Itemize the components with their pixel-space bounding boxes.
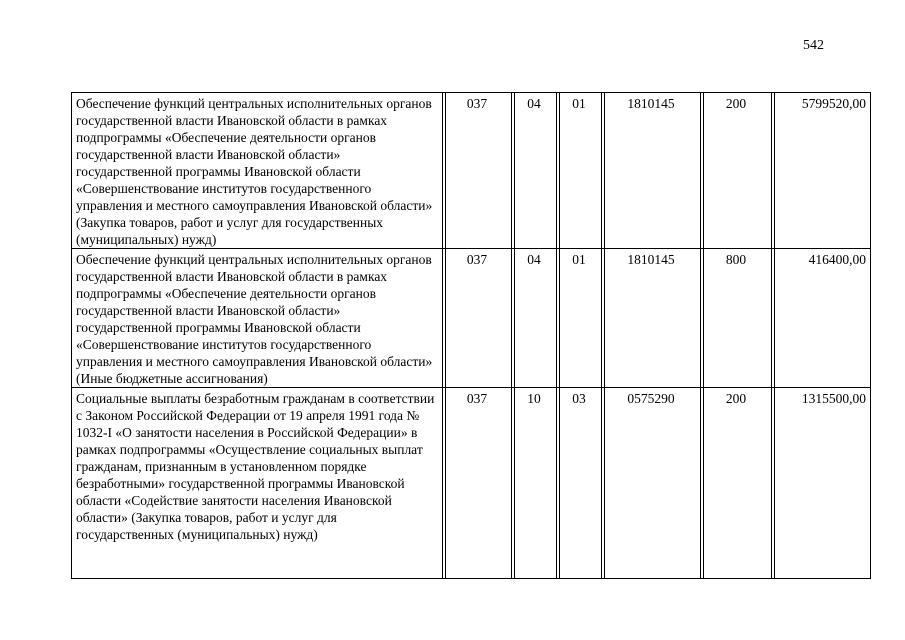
section-code: 10	[512, 388, 557, 579]
amount: 1315500,00	[772, 388, 871, 579]
row-description: Обеспечение функций центральных исполнительных органов государственной власти Ивановской области в рамках подпрограммы «Обеспечение деятельности органов государственной власти Ивановской области» государственной программы Ивановской области «Совершенствование институтов государственного управления и местного самоуправления Ивановской области» (Иные бюджетные ассигнования)	[72, 249, 443, 388]
page-number: 542	[803, 38, 824, 53]
row-description: Социальные выплаты безработным гражданам в соответствии с Законом Российской Федерации от 19 апреля 1991 года № 1032-I «О занятости населения в Российской Федерации» в рамках подпрограммы «Осуществление социальных выплат гражданам, признанным в установленном порядке безработными» государственной программы Ивановской области «Содействие занятости населения Ивановской области» (Закупка товаров, работ и услуг для государственных (муниципальных) нужд)	[72, 388, 443, 579]
table-row	[72, 93, 871, 249]
amount: 416400,00	[772, 249, 871, 388]
subsection-code: 03	[557, 388, 602, 579]
expense-type-code: 200	[701, 93, 772, 249]
budget-table	[71, 92, 871, 579]
ministry-code: 037	[443, 388, 512, 579]
section-code: 04	[512, 93, 557, 249]
table-row	[72, 249, 871, 388]
section-code: 04	[512, 249, 557, 388]
ministry-code: 037	[443, 93, 512, 249]
amount: 5799520,00	[772, 93, 871, 249]
subsection-code: 01	[557, 249, 602, 388]
target-article-code: 0575290	[602, 388, 701, 579]
ministry-code: 037	[443, 249, 512, 388]
table-row	[72, 388, 871, 579]
subsection-code: 01	[557, 93, 602, 249]
expense-type-code: 200	[701, 388, 772, 579]
expense-type-code: 800	[701, 249, 772, 388]
target-article-code: 1810145	[602, 249, 701, 388]
target-article-code: 1810145	[602, 93, 701, 249]
row-description: Обеспечение функций центральных исполнительных органов государственной власти Ивановской области в рамках подпрограммы «Обеспечение деятельности органов государственной власти Ивановской области» государственной программы Ивановской области «Совершенствование институтов государственного управления и местного самоуправления Ивановской области» (Закупка товаров, работ и услуг для государственных (муниципальных) нужд)	[72, 93, 443, 249]
